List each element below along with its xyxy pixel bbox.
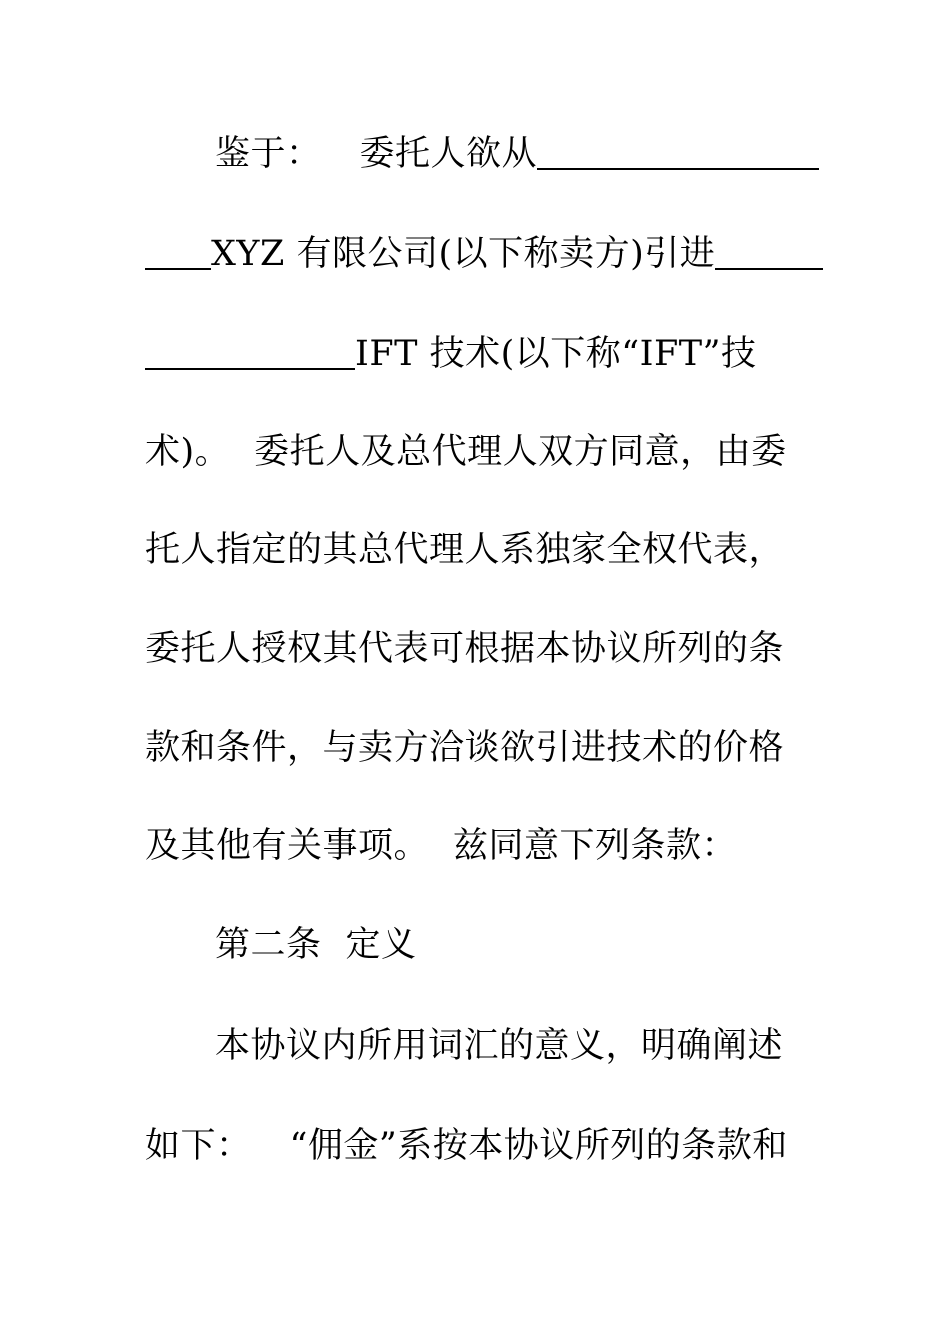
line-text: 款和条件，与卖方洽谈欲引进技术的价格 (145, 728, 785, 768)
line-text: 如下： (145, 1126, 252, 1166)
paragraph-line (215, 130, 875, 178)
line-text: 委托人及总代理人双方同意，由委 (254, 432, 787, 472)
line-text: 委托人授权其代表可根据本协议所列的条 (145, 629, 785, 669)
fill-blank (145, 330, 355, 370)
paragraph-line (215, 1022, 875, 1070)
paragraph-line (145, 428, 805, 476)
fill-blank (537, 130, 819, 170)
paragraph-line (145, 625, 805, 673)
paragraph-line (145, 330, 805, 378)
article-number: 第二条 (215, 925, 322, 965)
line-text: IFT 技术(以下称“IFT”技 (355, 334, 757, 374)
fill-blank (145, 230, 211, 270)
paragraph-line (145, 230, 805, 278)
paragraph-line (145, 822, 805, 870)
article-title: 定义 (345, 925, 417, 965)
line-text: 术)。 (145, 432, 231, 472)
line-text: “佣金”系按本协议所列的条款和 (289, 1126, 788, 1166)
fill-blank (715, 230, 823, 270)
line-text: XYZ 有限公司(以下称卖方)引进 (211, 234, 716, 274)
line-text: 托人指定的其总代理人系独家全权代表， (145, 530, 785, 570)
whereas-label: 鉴于： (215, 134, 322, 174)
paragraph-line (145, 526, 805, 574)
line-text: 兹同意下列条款： (453, 826, 738, 866)
section-heading (215, 921, 875, 969)
paragraph-line (145, 1122, 805, 1170)
line-text: 本协议内所用词汇的意义，明确阐述 (215, 1026, 784, 1066)
paragraph-line (145, 724, 805, 772)
line-text: 及其他有关事项。 (145, 826, 430, 866)
line-text: 委托人欲从 (359, 134, 538, 174)
